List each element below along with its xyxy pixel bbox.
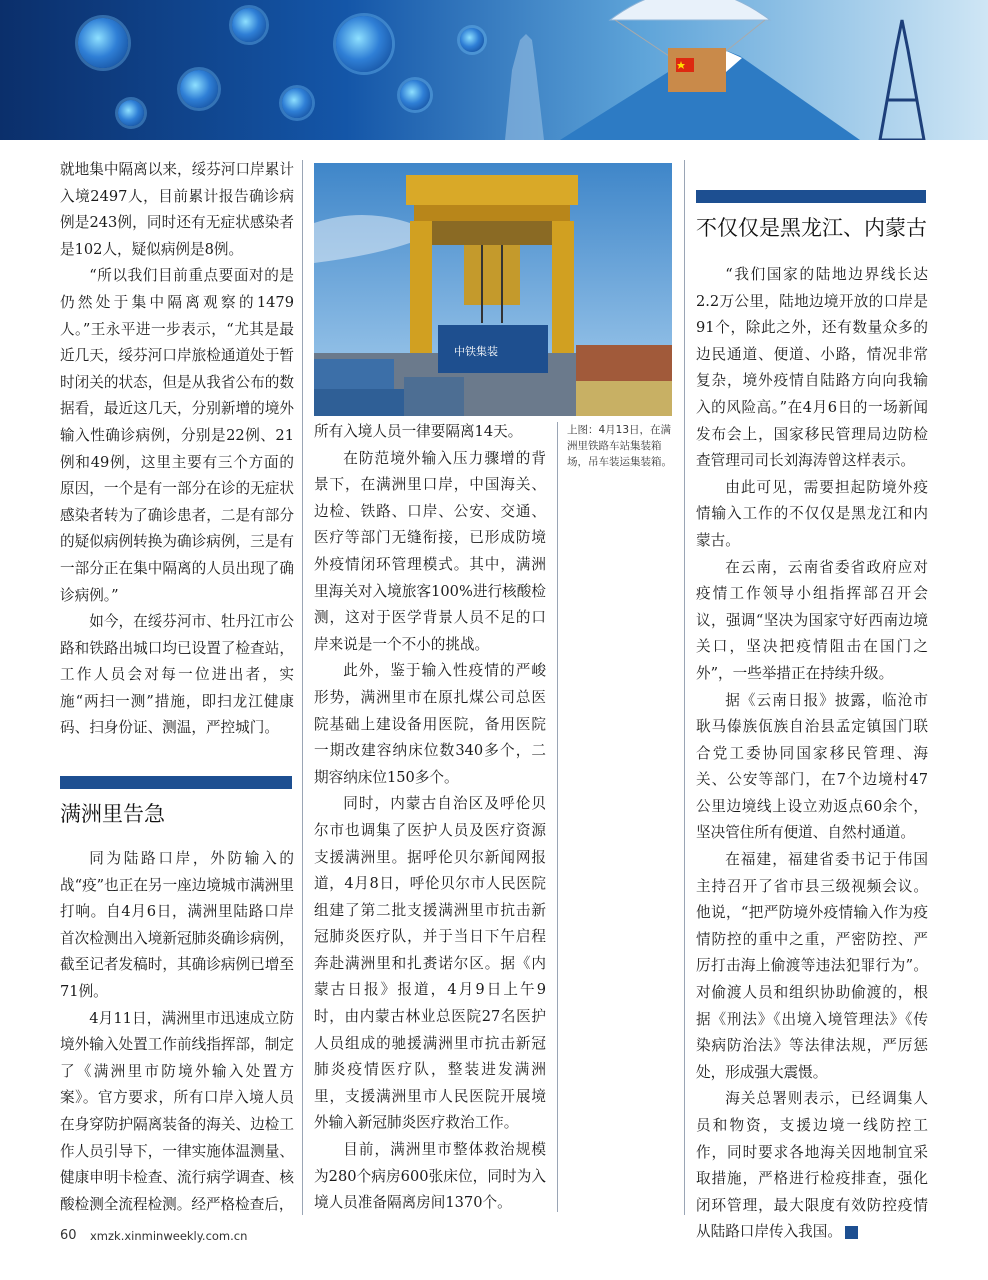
paragraph: 同为陆路口岸，外防输入的战“疫”也正在另一座边境城市满洲里打响。自4月6日，满洲里陆路口岸首次检测出入境新冠肺炎确诊病例，截至记者发稿时，其确诊病例已增至71例。 xyxy=(60,850,294,1000)
paragraph: 如今，在绥芬河市、牡丹江市公路和铁路出城口均已设置了检查站，工作人员会对每一位进出者，实施“两扫一测”措施，即扫龙江健康码、扫身份证、测温，严控城门。 xyxy=(60,613,294,737)
paragraph-text: 海关总署则表示，已经调集人员和物资，支援边境一线防控工作，同时要求各地海关因地制宜采取措施，严格进行检疫排查，强化闭环管理，最大限度有效防控疫情从陆路口岸传入我国。 xyxy=(696,1090,928,1241)
paragraph: 在云南，云南省委省政府应对疫情工作领导小组指挥部召开会议，强调“坚决为国家守好西南边境关口，坚决把疫情阻击在国门之外”，一些举措正在持续升级。 xyxy=(696,558,928,682)
column-1 xyxy=(60,157,294,742)
paragraph: 同时，内蒙古自治区及呼伦贝尔市也调集了医护人员及医疗资源支援满洲里。据呼伦贝尔新闻网报道，4月8日，呼伦贝尔市人民医院组建了第二批支援满洲里市抗击新冠肺炎医疗队，并于当日下午启程奔赴满洲里和扎赉诺尔区。据《内蒙古日报》报道，4月9日上午9时，由内蒙古林业总医院27名医护人员组成的驰援满洲里市抗击新冠肺炎疫情医疗队，整装进发满洲里，支援满洲里市人民医院开展境外输入新冠肺炎医疗救治工作。 xyxy=(314,795,546,1132)
header-banner xyxy=(0,0,988,140)
column-2 xyxy=(314,419,546,1217)
paragraph: 在福建，福建省委书记于伟国主持召开了省市县三级视频会议。他说，“把严防境外疫情输入作为疫情防控的重中之重，严密防控、严厉打击海上偷渡等违法犯罪行为”。对偷渡人员和组织协助偷渡的，根据《刑法》《出境入境管理法》《传染病防治法》等法律法规，严厉惩处，形成强大震慑。 xyxy=(696,851,928,1081)
photo-crane-containers xyxy=(314,163,672,416)
paragraph: 目前，满洲里市整体救治规模为280个病房600张床位，同时为入境人员准备隔离房间1370个。 xyxy=(314,1141,546,1212)
column-1-continued xyxy=(60,846,294,1218)
paragraph: 就地集中隔离以来，绥芬河口岸累计入境2497人，目前累计报告确诊病例是243例，同时还有无症状感染者是102人，疑似病例是8例。 xyxy=(60,161,294,258)
banner-scenery xyxy=(0,0,988,140)
footer-url: xmzk.xinminweekly.com.cn xyxy=(90,1229,248,1243)
paragraph: 4月11日，满洲里市迅速成立防境外输入处置工作前线指挥部，制定了《满洲里市防境外输入处置方案》。官方要求，所有口岸入境人员在身穿防护隔离装备的海关、边检工作人员引导下，一律实施体温测量、健康申明卡检查、流行病学调查、核酸检测全流程检测。经严格检查后， xyxy=(60,1009,294,1213)
paragraph: 由此可见，需要担起防境外疫情输入工作的不仅仅是黑龙江和内蒙古。 xyxy=(696,478,928,549)
paragraph: “我们国家的陆地边界线长达2.2万公里，陆地边境开放的口岸是91个，除此之外，还有数量众多的边民通道、便道、小路，情况非常复杂，境外疫情自陆路方向向我输入的风险高。”在4月6日的一场新闻发布会上，国家移民管理局边防检查管理司司长刘海涛曾这样表示。 xyxy=(696,266,928,470)
column-divider xyxy=(302,160,303,1215)
column-3 xyxy=(696,262,928,1246)
photo-caption: 上图：4月13日，在满洲里铁路车站集装箱场，吊车装运集装箱。 xyxy=(567,424,672,468)
section-bar xyxy=(696,190,926,203)
section-title: 满洲里告急 xyxy=(60,802,165,826)
paragraph: “所以我们目前重点要面对的是仍然处于集中隔离观察的1479人。”王永平进一步表示，“尤其是最近几天，绥芬河口岸旅检通道处于暂时闭关的状态，但是从我省公布的数据看，最近这几天，分别新增的境外输入性确诊病例，分别是22例、21例和49例，这里主要有三个方面的原因，一个是有一部分在诊的无症状感染者转为了确诊患者，二是有部分的疑似病例转换为确诊病例，三是有一部分正在集中隔离的人员出现了确诊病例。” xyxy=(60,267,294,604)
paragraph: 据《云南日报》披露，临沧市耿马傣族佤族自治县孟定镇国门联合党工委协同国家移民管理、海关、公安等部门，在7个边境村47公里边境线上设立劝返点60余个，坚决管住所有便道、自然村通道。 xyxy=(696,691,928,842)
column-divider xyxy=(557,422,558,1212)
paragraph: 在防范境外输入压力骤增的背景下，在满洲里口岸，中国海关、边检、铁路、口岸、公安、交通、医疗等部门无缝衔接，已形成防境外疫情闭环管理模式。其中，满洲里海关对入境旅客100%进行核酸检测，这对于医学背景人员不足的口岸来说是一个不小的挑战。 xyxy=(314,449,546,653)
end-mark-icon: 民 xyxy=(845,1226,858,1239)
column-divider xyxy=(684,160,685,1215)
section-bar xyxy=(60,776,292,789)
container-logo-text: 中铁集装 xyxy=(454,345,498,358)
paragraph: 此外，鉴于输入性疫情的严峻形势，满洲里市在原扎煤公司总医院基础上建设备用医院，备用医院一期改建容纳床位数340多个，二期容纳床位150多个。 xyxy=(314,662,546,786)
paragraph xyxy=(696,1086,928,1246)
section-title: 不仅仅是黑龙江、内蒙古 xyxy=(696,216,927,240)
page-number: 60 xyxy=(60,1228,77,1243)
paragraph: 所有入境人员一律要隔离14天。 xyxy=(314,423,523,440)
